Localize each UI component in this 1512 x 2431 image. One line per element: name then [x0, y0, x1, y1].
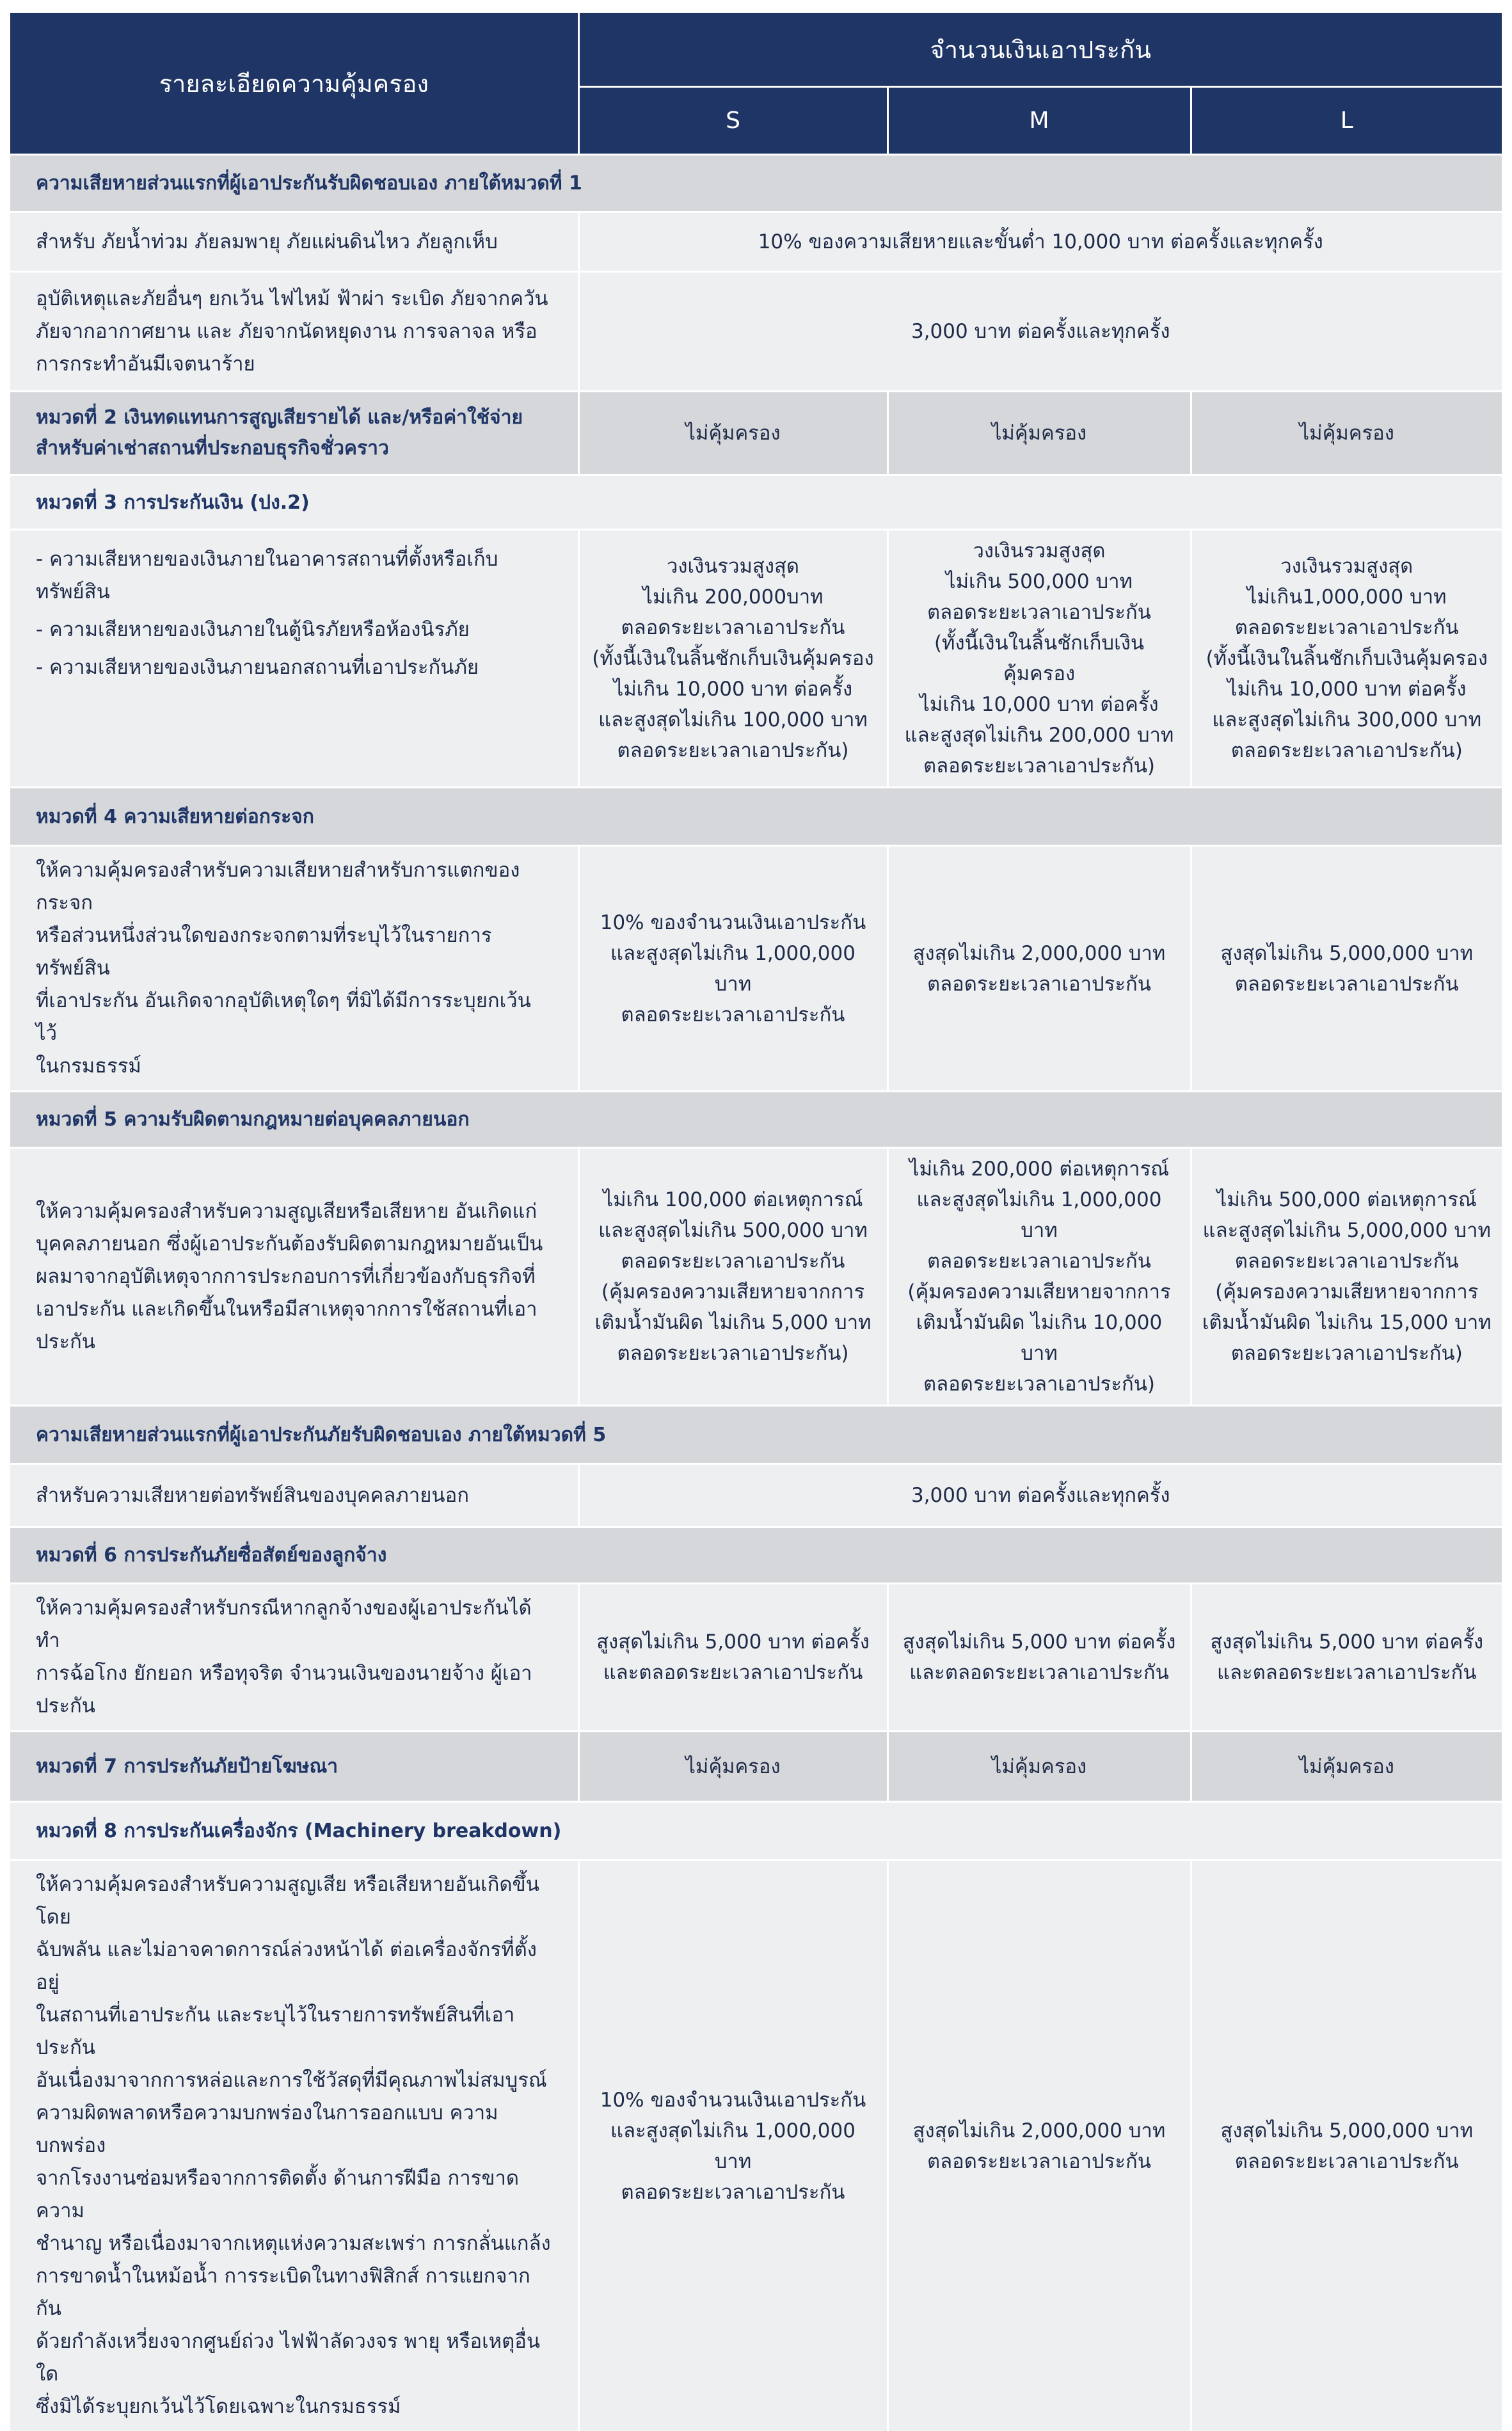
section-title: หมวดที่ 6 การประกันภัยซื่อสัตย์ของลูกจ้าง — [10, 1527, 1502, 1584]
row-value: 3,000 บาท ต่อครั้งและทุกครั้ง — [578, 272, 1502, 392]
plan-l-value: สูงสุดไม่เกิน 5,000,000 บาท ตลอดระยะเวลาเอาประกัน — [1191, 846, 1502, 1092]
plan-m-value: ไม่เกิน 200,000 ต่อเหตุการณ์ และสูงสุดไม่เกิน 1,000,000 บาท ตลอดระยะเวลาเอาประกัน (คุ้มครองความเสียหายจากการ เติมน้ำมันผิด ไม่เกิน 10,000 บาท ตลอดระยะเวลาเอาประกัน) — [887, 1148, 1191, 1406]
list-item: - ความเสียหายของเงินภายนอกสถานที่เอาประกันภัย — [36, 651, 552, 684]
row-label: ให้ความคุ้มครองสำหรับความสูญเสีย หรือเสียหายอันเกิดขึ้นโดย ฉับพลัน และไม่อาจคาดการณ์ล่วงหน้าได้ ต่อเครื่องจักรที่ตั้งอยู่ ในสถานที่เอาประกัน และระบุไว้ในรายการทรัพย์สินที่เอาประกัน อันเนื่องมาจากการหล่อและการใช้วัสดุที่มีคุณภาพไม่สมบูรณ์ ความผิดพลาดหรือความบกพร่องในการออกแบบ ความบกพร่อง จากโรงงานซ่อมหรือจากการติดตั้ง ด้านการฝีมือ การขาดความ ชำนาญ หรือเนื่องมาจากเหตุแห่งความสะเพร่า การกลั่นแกล้ง การขาดน้ำในหม้อน้ำ การระเบิดในทางฟิสิกส์ การแยกจากกัน ด้วยกำลังเหวี่ยงจากศูนย์ถ่วง ไฟฟ้าลัดวงจร พายุ หรือเหตุอื่นใด ซึ่งมิได้ระบุยกเว้นไว้โดยเฉพาะในกรมธรรม์ — [10, 1860, 578, 2431]
section-header-cat4 — [10, 788, 1502, 846]
section-title: หมวดที่ 8 การประกันเครื่องจักร (Machinery breakdown) — [10, 1802, 1502, 1860]
section-header-cat8 — [10, 1802, 1502, 1860]
list-item: - ความเสียหายของเงินภายในอาคารสถานที่ตั้งหรือเก็บทรัพย์สิน — [36, 543, 552, 609]
table-row — [10, 1148, 1502, 1406]
table-row — [10, 1464, 1502, 1527]
table-row — [10, 1584, 1502, 1732]
plan-l-value: ไม่คุ้มครอง — [1191, 1732, 1502, 1802]
plan-l-value: ไม่คุ้มครอง — [1191, 392, 1502, 475]
table-row — [10, 212, 1502, 272]
coverage-table-card — [10, 13, 1502, 1957]
plan-s-value: ไม่คุ้มครอง — [578, 392, 887, 475]
plan-m-value: ไม่คุ้มครอง — [887, 392, 1191, 475]
plan-m-value: วงเงินรวมสูงสุด ไม่เกิน 500,000 บาท ตลอดระยะเวลาเอาประกัน (ทั้งนี้เงินในลิ้นชักเก็บเงินคุ้มครอง ไม่เกิน 10,000 บาท ต่อครั้ง และสูงสุดไม่เกิน 200,000 บาท ตลอดระยะเวลาเอาประกัน) — [887, 530, 1191, 788]
row-label: สำหรับ ภัยน้ำท่วม ภัยลมพายุ ภัยแผ่นดินไหว ภัยลูกเห็บ — [10, 212, 578, 272]
plan-s-header: S — [578, 87, 887, 155]
section-title: ความเสียหายส่วนแรกที่ผู้เอาประกันภัยรับผิดชอบเอง ภายใต้หมวดที่ 5 — [10, 1406, 1502, 1464]
coverage-table — [10, 13, 1502, 2431]
plan-m-value: สูงสุดไม่เกิน 5,000 บาท ต่อครั้ง และตลอดระยะเวลาเอาประกัน — [887, 1584, 1191, 1732]
section-header-cat5 — [10, 1092, 1502, 1148]
section-header-cat6 — [10, 1527, 1502, 1584]
plan-l-value: สูงสุดไม่เกิน 5,000 บาท ต่อครั้ง และตลอดระยะเวลาเอาประกัน — [1191, 1584, 1502, 1732]
section-header-deductible-1 — [10, 155, 1502, 212]
section-header-cat3 — [10, 475, 1502, 530]
plan-s-value: ไม่คุ้มครอง — [578, 1732, 887, 1802]
section-title: หมวดที่ 7 การประกันภัยป้ายโฆษณา — [10, 1732, 578, 1802]
list-item: - ความเสียหายของเงินภายในตู้นิรภัยหรือห้องนิรภัย — [36, 614, 552, 646]
plan-l-value: วงเงินรวมสูงสุด ไม่เกิน1,000,000 บาท ตลอดระยะเวลาเอาประกัน (ทั้งนี้เงินในลิ้นชักเก็บเงินคุ้มครอง ไม่เกิน 10,000 บาท ต่อครั้ง และสูงสุดไม่เกิน 300,000 บาท ตลอดระยะเวลาเอาประกัน) — [1191, 530, 1502, 788]
row-value: 10% ของความเสียหายและขั้นต่ำ 10,000 บาท ต่อครั้งและทุกครั้ง — [578, 212, 1502, 272]
plan-s-value: สูงสุดไม่เกิน 5,000 บาท ต่อครั้ง และตลอดระยะเวลาเอาประกัน — [578, 1584, 887, 1732]
row-label: สำหรับความเสียหายต่อทรัพย์สินของบุคคลภายนอก — [10, 1464, 578, 1527]
plan-s-value: ไม่เกิน 100,000 ต่อเหตุการณ์ และสูงสุดไม่เกิน 500,000 บาท ตลอดระยะเวลาเอาประกัน (คุ้มครองความเสียหายจากการ เติมน้ำมันผิด ไม่เกิน 5,000 บาท ตลอดระยะเวลาเอาประกัน) — [578, 1148, 887, 1406]
plan-l-header: L — [1191, 87, 1502, 155]
table-row — [10, 272, 1502, 392]
section-header-deductible-5 — [10, 1406, 1502, 1464]
sum-insured-header: จำนวนเงินเอาประกัน — [578, 13, 1502, 87]
plan-m-value: สูงสุดไม่เกิน 2,000,000 บาท ตลอดระยะเวลาเอาประกัน — [887, 846, 1191, 1092]
table-row — [10, 1860, 1502, 2431]
plan-l-value: สูงสุดไม่เกิน 5,000,000 บาท ตลอดระยะเวลาเอาประกัน — [1191, 1860, 1502, 2431]
section-title: หมวดที่ 5 ความรับผิดตามกฎหมายต่อบุคคลภายนอก — [10, 1092, 1502, 1148]
row-label: ให้ความคุ้มครองสำหรับความเสียหายสำหรับการแตกของกระจก หรือส่วนหนึ่งส่วนใดของกระจกตามที่ระบุไว้ในรายการทรัพย์สิน ที่เอาประกัน อันเกิดจากอุบัติเหตุใดๆ ที่มิได้มีการระบุยกเว้นไว้ ในกรมธรรม์ — [10, 846, 578, 1092]
plan-m-value: สูงสุดไม่เกิน 2,000,000 บาท ตลอดระยะเวลาเอาประกัน — [887, 1860, 1191, 2431]
table-row — [10, 846, 1502, 1092]
table-row — [10, 530, 1502, 788]
plan-s-value: 10% ของจำนวนเงินเอาประกัน และสูงสุดไม่เกิน 1,000,000 บาท ตลอดระยะเวลาเอาประกัน — [578, 846, 887, 1092]
row-label: อุบัติเหตุและภัยอื่นๆ ยกเว้น ไฟไหม้ ฟ้าผ่า ระเบิด ภัยจากควัน ภัยจากอากาศยาน และ ภัยจากนัดหยุดงาน การจลาจล หรือ การกระทำอันมีเจตนาร้าย — [10, 272, 578, 392]
section-title: หมวดที่ 4 ความเสียหายต่อกระจก — [10, 788, 1502, 846]
plan-s-value: วงเงินรวมสูงสุด ไม่เกิน 200,000บาท ตลอดระยะเวลาเอาประกัน (ทั้งนี้เงินในลิ้นชักเก็บเงินคุ้มครอง ไม่เกิน 10,000 บาท ต่อครั้ง และสูงสุดไม่เกิน 100,000 บาท ตลอดระยะเวลาเอาประกัน) — [578, 530, 887, 788]
plan-m-value: ไม่คุ้มครอง — [887, 1732, 1191, 1802]
row-value: 3,000 บาท ต่อครั้งและทุกครั้ง — [578, 1464, 1502, 1527]
cat3-item-list — [10, 530, 578, 788]
section-title: หมวดที่ 3 การประกันเงิน (ปง.2) — [10, 475, 1502, 530]
section-row-cat2 — [10, 392, 1502, 475]
plan-s-value: 10% ของจำนวนเงินเอาประกัน และสูงสุดไม่เกิน 1,000,000 บาท ตลอดระยะเวลาเอาประกัน — [578, 1860, 887, 2431]
section-row-cat7 — [10, 1732, 1502, 1802]
row-label: ให้ความคุ้มครองสำหรับกรณีหากลูกจ้างของผู้เอาประกันได้ทำ การฉ้อโกง ยักยอก หรือทุจริต จำนวนเงินของนายจ้าง ผู้เอาประกัน — [10, 1584, 578, 1732]
plan-m-header: M — [887, 87, 1191, 155]
section-title: หมวดที่ 2 เงินทดแทนการสูญเสียรายได้ และ/หรือค่าใช้จ่าย สำหรับค่าเช่าสถานที่ประกอบธุรกิจชั่วคราว — [10, 392, 578, 475]
row-label: ให้ความคุ้มครองสำหรับความสูญเสียหรือเสียหาย อันเกิดแก่ บุคคลภายนอก ซึ่งผู้เอาประกันต้องรับผิดตามกฎหมายอันเป็น ผลมาจากอุบัติเหตุจากการประกอบการที่เกี่ยวข้องกับธุรกิจที่ เอาประกัน และเกิดขึ้นในหรือมีสาเหตุจากการใช้สถานที่เอาประกัน — [10, 1148, 578, 1406]
section-title: ความเสียหายส่วนแรกที่ผู้เอาประกันรับผิดชอบเอง ภายใต้หมวดที่ 1 — [10, 155, 1502, 212]
plan-l-value: ไม่เกิน 500,000 ต่อเหตุการณ์ และสูงสุดไม่เกิน 5,000,000 บาท ตลอดระยะเวลาเอาประกัน (คุ้มครองความเสียหายจากการ เติมน้ำมันผิด ไม่เกิน 15,000 บาท ตลอดระยะเวลาเอาประกัน) — [1191, 1148, 1502, 1406]
coverage-details-header: รายละเอียดความคุ้มครอง — [10, 13, 578, 155]
